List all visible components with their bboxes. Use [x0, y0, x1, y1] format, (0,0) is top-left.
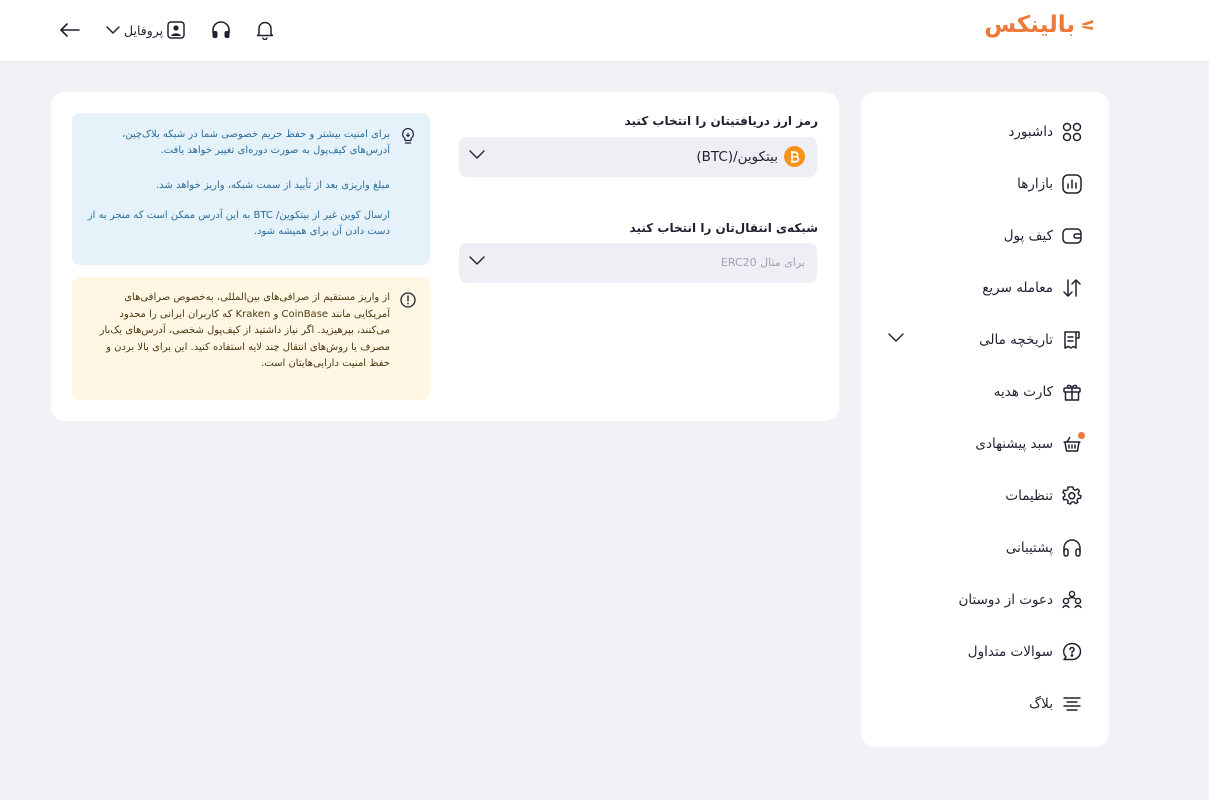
- back-arrow-icon: [60, 23, 80, 37]
- sidebar-item-label: بلاگ: [1029, 696, 1053, 712]
- warning-notice: [72, 277, 430, 400]
- network-select[interactable]: [459, 243, 817, 283]
- header-actions: [58, 18, 277, 42]
- sidebar-item-label: تاریخچه مالی: [979, 332, 1053, 348]
- logo[interactable]: [984, 10, 1095, 40]
- info-notice: [72, 113, 430, 265]
- sidebar-item-suggested-basket[interactable]: [861, 428, 1109, 460]
- grid-icon: [1061, 121, 1083, 143]
- coin-select[interactable]: [459, 137, 817, 177]
- chevron-down-icon: [888, 333, 904, 343]
- notifications-button[interactable]: [253, 18, 277, 42]
- sidebar-item-settings[interactable]: [861, 480, 1109, 512]
- chevron-down-icon: [106, 26, 120, 35]
- notification-dot: [1078, 432, 1085, 439]
- sidebar-item-label: بازارها: [1017, 176, 1053, 192]
- gift-icon: [1061, 381, 1083, 403]
- support-button[interactable]: [209, 18, 233, 42]
- headset-icon: [1061, 537, 1083, 559]
- logo-text: بالینکس: [984, 12, 1075, 38]
- info-text-1: برای امنیت بیشتر و حفظ حریم خصوصی شما در شبکه بلاک‌چین، آدرس‌های کیف‌پول به صورت دوره‌ای تغییر خواهد یافت.: [122, 129, 390, 156]
- network-placeholder: برای مثال ERC20: [720, 256, 805, 269]
- top-header: [0, 0, 1209, 62]
- sidebar-item-faq[interactable]: [861, 636, 1109, 668]
- chevron-down-icon: [469, 256, 485, 266]
- sidebar: [861, 92, 1109, 747]
- question-icon: [1061, 641, 1083, 663]
- back-button[interactable]: [58, 18, 82, 42]
- sidebar-item-label: کارت هدیه: [993, 384, 1053, 400]
- profile-menu-button[interactable]: [106, 21, 185, 39]
- sidebar-item-markets[interactable]: [861, 168, 1109, 200]
- selected-coin-label: بیتکوین/(BTC): [696, 148, 778, 165]
- bitcoin-icon: [784, 146, 805, 167]
- sidebar-item-quick-trade[interactable]: [861, 272, 1109, 304]
- logo-mark-icon: [1079, 19, 1095, 31]
- chart-icon: [1061, 173, 1083, 195]
- sidebar-item-blog[interactable]: [861, 688, 1109, 720]
- basket-icon: [1061, 433, 1083, 455]
- receipt-icon: [1061, 329, 1083, 351]
- menu-lines-icon: [1061, 693, 1083, 715]
- info-text-3: ارسال کوین غیر از بیتکوین/ BTC به این آدرس ممکن است که منجر به از دست دادن آن برای همیشه شود.: [87, 210, 390, 237]
- swap-icon: [1061, 277, 1083, 299]
- sidebar-item-label: معامله سریع: [982, 280, 1053, 296]
- alert-circle-icon: [400, 292, 416, 308]
- sidebar-item-label: داشبورد: [1008, 124, 1053, 140]
- coin-select-label: رمز ارز دریافتیتان را انتخاب کنید: [624, 114, 818, 128]
- sidebar-item-label: سبد پیشنهادی: [975, 436, 1053, 452]
- headset-icon: [211, 21, 231, 39]
- sidebar-item-financial-history[interactable]: [861, 324, 1109, 356]
- chevron-down-icon: [469, 150, 485, 160]
- bell-icon: [256, 20, 274, 40]
- profile-icon: [167, 21, 185, 39]
- sidebar-item-support[interactable]: [861, 532, 1109, 564]
- sidebar-item-label: دعوت از دوستان: [958, 592, 1053, 608]
- gear-icon: [1061, 485, 1083, 507]
- wallet-icon: [1061, 225, 1083, 247]
- users-icon: [1061, 589, 1083, 611]
- sidebar-item-label: تنظیمات: [1005, 488, 1053, 504]
- sidebar-item-label: پشتیبانی: [1005, 540, 1053, 556]
- sidebar-item-gift-card[interactable]: [861, 376, 1109, 408]
- deposit-card: [51, 92, 839, 421]
- sidebar-item-wallet[interactable]: [861, 220, 1109, 252]
- info-text-2: مبلغ واریزی بعد از تأیید از سمت شبکه، واریز خواهد شد.: [156, 180, 390, 191]
- selected-coin: [696, 146, 805, 167]
- lightbulb-icon: [400, 127, 416, 145]
- sidebar-item-invite-friends[interactable]: [861, 584, 1109, 616]
- sidebar-item-dashboard[interactable]: [861, 116, 1109, 148]
- warning-text: از واریز مستقیم از صرافی‌های بین‌المللی، به‌خصوص صرافی‌های آمریکایی مانند CoinBase و Kraken که کاربران ایرانی را محدود می‌کنند، بپرهیزید. اگر نیاز داشتید از کیف‌پول شخصی، آدرس‌های یک‌بار مصرف یا روش‌های انتقال چند لایه استفاده کنید. این برای بالا بردن و حفظ امنیت دارایی‌هایتان است.: [99, 292, 390, 369]
- network-select-label: شبکه‌ی انتقال‌تان را انتخاب کنید: [629, 221, 818, 235]
- profile-label: پروفایل: [124, 22, 164, 38]
- sidebar-item-label: کیف پول: [1003, 228, 1053, 244]
- sidebar-item-label: سوالات متداول: [967, 644, 1053, 660]
